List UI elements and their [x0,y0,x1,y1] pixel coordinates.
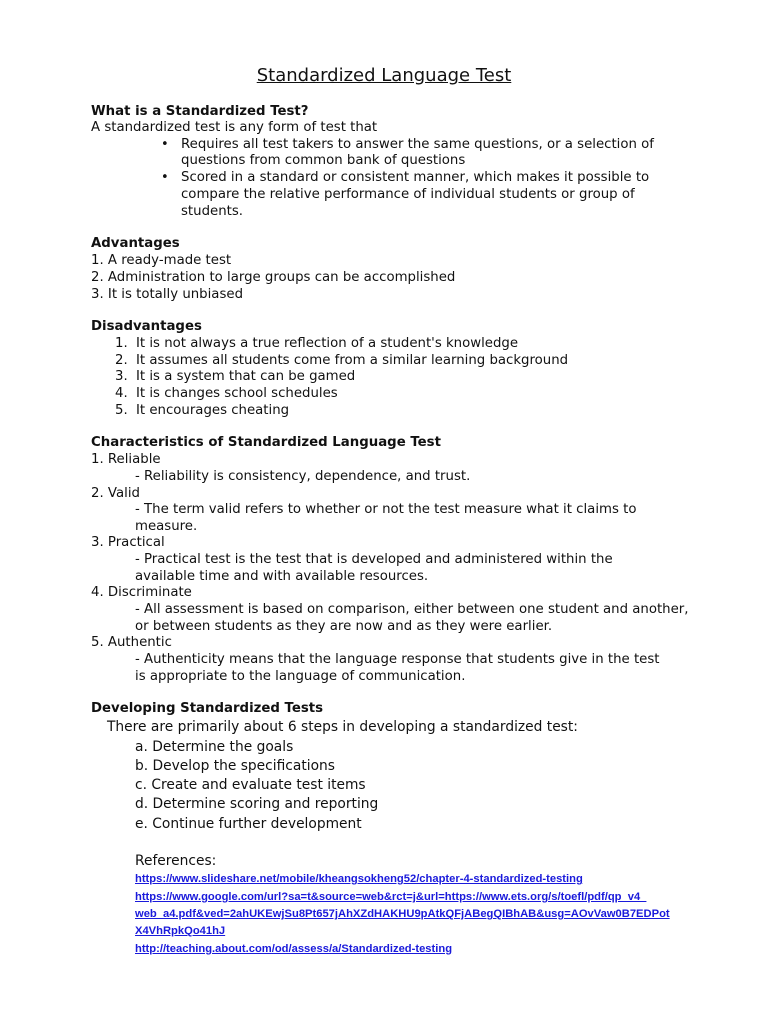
disadvantage-number: 4. [115,386,128,401]
disadvantage-item: It encourages cheating [136,403,290,418]
characteristic-valid-desc-2: measure. [135,519,198,534]
characteristic-authentic-desc-2: is appropriate to the language of communication. [135,669,466,684]
what-bullet-1-line-1: Requires all test takers to answer the same questions, or a selection of [181,137,654,152]
disadvantage-item: It is changes school schedules [136,386,338,401]
characteristic-valid: 2. Valid [91,486,140,501]
characteristic-practical-desc-2: available time and with available resources. [135,569,429,584]
bullet-icon: • [161,170,169,185]
references-label: References: [135,853,217,869]
advantages-heading: Advantages [91,236,180,251]
characteristics-heading: Characteristics of Standardized Language Test [91,435,441,450]
disadvantage-item: It is a system that can be gamed [136,369,356,384]
developing-step: d. Determine scoring and reporting [135,796,379,812]
developing-step: e. Continue further development [135,816,362,832]
characteristic-authentic-desc-1: - Authenticity means that the language response that students give in the test [135,652,660,667]
what-bullet-2-line-3: students. [181,204,243,219]
characteristic-valid-desc-1: - The term valid refers to whether or not the test measure what it claims to [135,502,637,517]
reference-link-teaching[interactable]: http://teaching.about.com/od/assess/a/Standardized-testing [135,943,453,955]
developing-heading: Developing Standardized Tests [91,701,324,716]
advantage-item: 1. A ready-made test [91,253,232,268]
disadvantage-number: 5. [115,403,128,418]
characteristic-discriminate: 4. Discriminate [91,585,192,600]
developing-step: c. Create and evaluate test items [135,777,366,793]
developing-intro: There are primarily about 6 steps in developing a standardized test: [107,719,578,735]
developing-step: a. Determine the goals [135,739,294,755]
characteristic-discriminate-desc-2: or between students as they are now and as they were earlier. [135,619,553,634]
what-intro: A standardized test is any form of test that [91,120,378,135]
characteristic-reliable: 1. Reliable [91,452,161,467]
disadvantage-number: 2. [115,353,128,368]
disadvantage-item: It is not always a true reflection of a student's knowledge [136,336,519,351]
characteristic-discriminate-desc-1: - All assessment is based on comparison, either between one student and another, [135,602,689,617]
disadvantage-number: 1. [115,336,128,351]
disadvantages-heading: Disadvantages [91,319,202,334]
characteristic-reliable-desc: - Reliability is consistency, dependence, and trust. [135,469,471,484]
disadvantage-item: It assumes all students come from a similar learning background [136,353,569,368]
what-bullet-2-line-2: compare the relative performance of individual students or group of [181,187,635,202]
what-bullet-2-line-1: Scored in a standard or consistent manner, which makes it possible to [181,170,650,185]
characteristic-practical-desc-1: - Practical test is the test that is developed and administered within the [135,552,613,567]
reference-link-google-line-1[interactable]: https://www.google.com/url?sa=t&source=web&rct=j&url=https://www.ets.org/s/toefl/pdf/qp_v4_ [135,891,647,903]
bullet-icon: • [161,137,169,152]
what-heading: What is a Standardized Test? [91,104,309,119]
disadvantage-number: 3. [115,369,128,384]
advantage-item: 3. It is totally unbiased [91,287,244,302]
characteristic-authentic: 5. Authentic [91,635,172,650]
advantage-item: 2. Administration to large groups can be accomplished [91,270,456,285]
reference-link-slideshare[interactable]: https://www.slideshare.net/mobile/kheangsokheng52/chapter-4-standardized-testing [135,873,583,885]
what-bullet-1-line-2: questions from common bank of questions [181,153,466,168]
characteristic-practical: 3. Practical [91,535,165,550]
developing-step: b. Develop the specifications [135,758,335,774]
document-title: Standardized Language Test [256,65,512,86]
reference-link-google-line-3[interactable]: X4VhRpkQo41hJ [135,925,226,937]
reference-link-google-line-2[interactable]: web_a4.pdf&ved=2ahUKEwjSu8Pt657jAhXZdHAKHU9pAtkQFjABegQIBhAB&usg=AOvVaw0B7EDPot [135,908,670,920]
